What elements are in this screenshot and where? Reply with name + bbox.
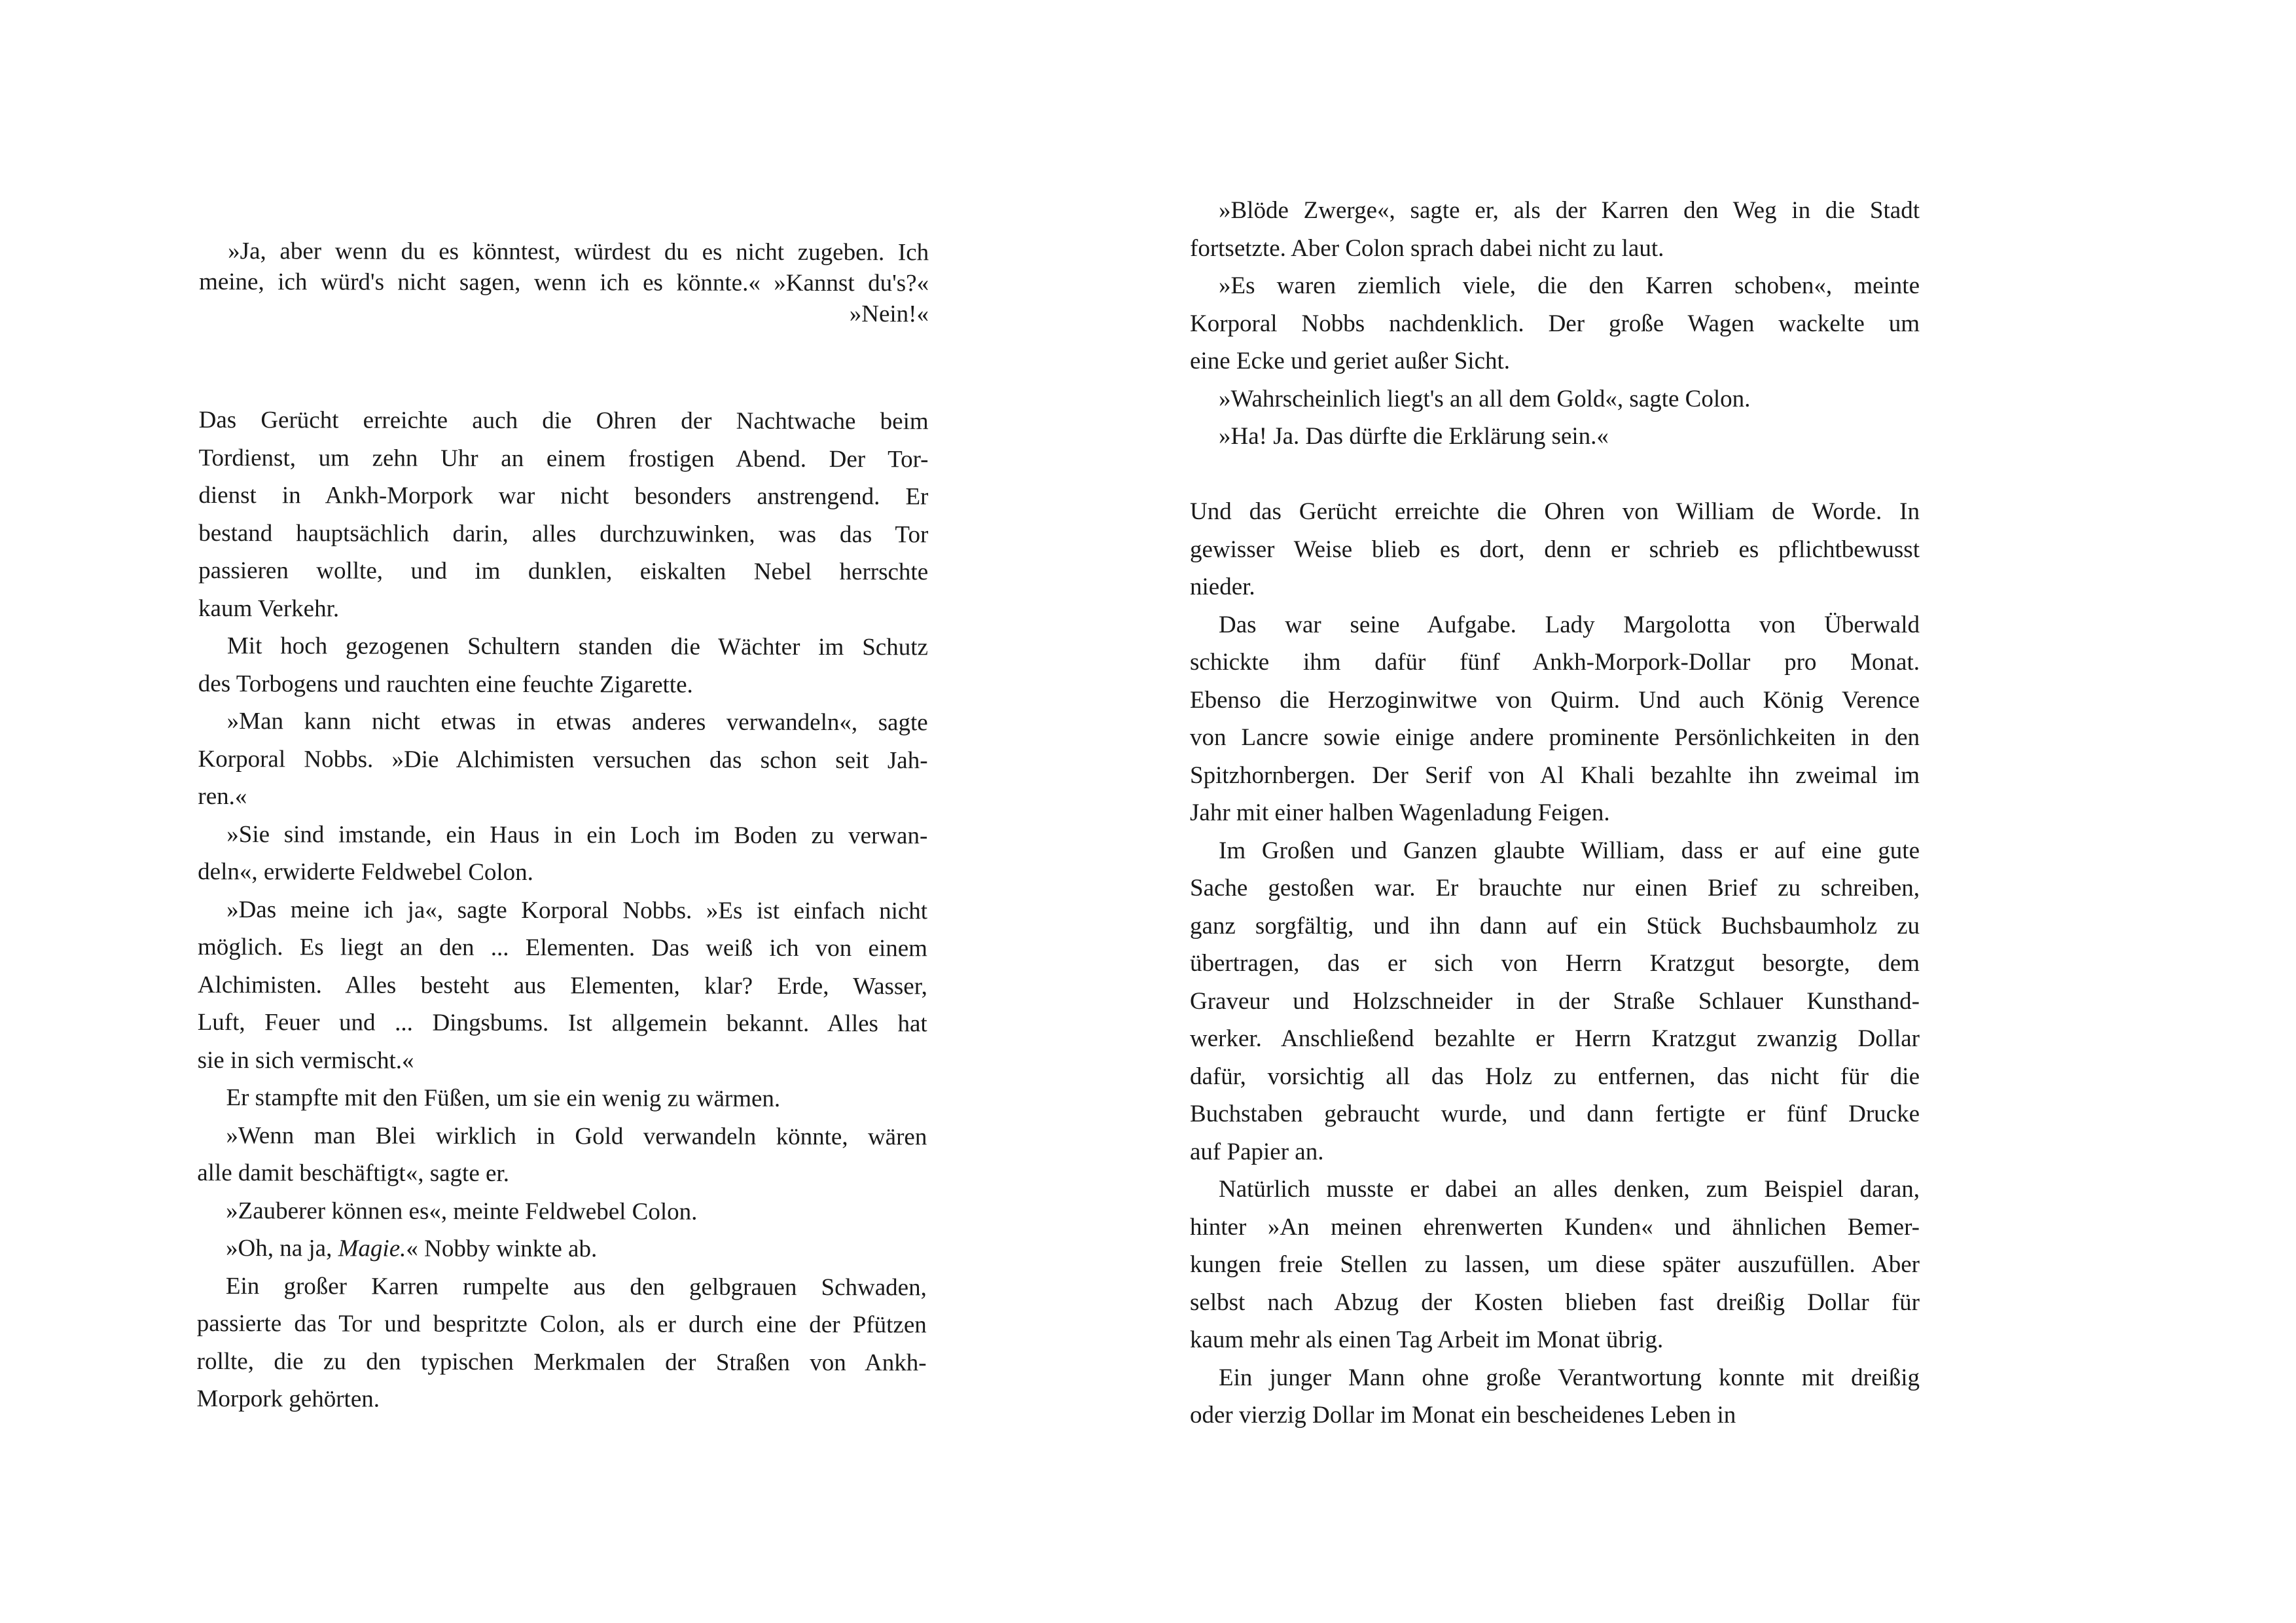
text-line: Natürlich musste er dabei an alles denken, zum Beispiel daran, — [1219, 1176, 1920, 1203]
text-line — [197, 1230, 927, 1269]
text-line: eine Ecke und geriet außer Sicht. — [1190, 348, 1511, 374]
paragraph — [198, 702, 927, 817]
text-line: Sache gestoßen war. Er brauchte nur einen Brief zu schreiben, — [1190, 875, 1920, 902]
text-line: »Man kann nicht etwas in etwas anderes verwandeln«, sagte — [226, 708, 928, 737]
paragraph — [1190, 418, 1920, 456]
paragraph — [1190, 832, 1920, 1171]
text-line: Und das Gerücht erreichte die Ohren von William de Worde. In — [1190, 498, 1920, 525]
text-line: oder vierzig Dollar im Monat ein bescheidenes Leben in — [1190, 1402, 1736, 1429]
text-line: auf Papier an. — [1190, 1138, 1324, 1165]
text-line: Er stampfte mit den Füßen, um sie ein wenig zu wärmen. — [226, 1084, 781, 1112]
text-line: Ein großer Karren rumpelte aus den gelbgrauen Schwaden, — [225, 1272, 927, 1301]
epigraph-line: »Nein!« — [849, 301, 929, 328]
paragraph — [198, 627, 928, 704]
text-line: dafür, vorsichtig all das Holz zu entfernen, das nicht für die — [1190, 1063, 1920, 1090]
text-line: gewisser Weise blieb es dort, denn er schrieb es pflichtbewusst — [1190, 536, 1920, 563]
epigraph — [199, 236, 929, 329]
text-line: passieren wollte, und im dunklen, eiskalten Nebel herrschte — [198, 556, 929, 586]
text-line: ganz sorgfältig, und ihn dann auf ein Stück Buchsbaumholz zu — [1190, 912, 1920, 939]
text-line: kungen freie Stellen zu lassen, um diese später auszufüllen. Aber — [1190, 1251, 1920, 1278]
text-line: hinter »An meinen ehrenwerten Kunden« und ähnlichen Bemer- — [1190, 1213, 1920, 1241]
text-line: »Wahrscheinlich liegt's an all dem Gold«, sagte Colon. — [1219, 385, 1751, 412]
text-line: »Es waren ziemlich viele, die den Karren schoben«, meinte — [1219, 272, 1920, 299]
text-line: »Sie sind imstande, ein Haus in ein Loch im Boden zu verwan- — [226, 820, 928, 849]
paragraph — [1190, 1171, 1920, 1359]
text-segment: »Oh, na ja, — [225, 1235, 338, 1262]
text-line: »Wenn man Blei wirklich in Gold verwandeln könnte, wären — [226, 1122, 927, 1150]
text-line: Im Großen und Ganzen glaubte William, dass er auf eine gute — [1219, 837, 1920, 864]
text-line: Spitzhornbergen. Der Serif von Al Khali bezahlte ihn zweimal im — [1190, 761, 1920, 789]
paragraph — [1190, 606, 1920, 832]
body-text — [196, 401, 928, 1419]
text-line: »Das meine ich ja«, sagte Korporal Nobbs. »Es ist einfach nicht — [226, 896, 928, 924]
text-line: Ebenso die Herzoginwitwe von Quirm. Und auch König Verence — [1190, 686, 1920, 714]
paragraph — [1190, 493, 1920, 606]
text-line: Das Gerücht erreichte auch die Ohren der Nachtwache beim — [198, 406, 929, 435]
text-line: alle damit beschäftigt«, sagte er. — [197, 1159, 510, 1187]
text-line: passierte das Tor und bespritzte Colon, als er durch eine der Pfützen — [196, 1309, 927, 1339]
text-line: selbst nach Abzug der Kosten blieben fast dreißig Dollar für — [1190, 1288, 1920, 1316]
text-line: kaum mehr als einen Tag Arbeit im Monat übrig. — [1190, 1326, 1664, 1353]
text-line: Alchimisten. Alles besteht aus Elementen, klar? Erde, Wasser, — [197, 971, 927, 1000]
text-line: übertragen, das er sich von Herrn Kratzgut besorgte, dem — [1190, 950, 1920, 977]
text-line: Morpork gehörten. — [196, 1385, 380, 1413]
text-line: Buchstaben gebraucht wurde, und dann fertigte er fünf Drucke — [1190, 1101, 1920, 1127]
text-line: »Zauberer können es«, meinte Feldwebel Colon. — [226, 1197, 698, 1226]
text-line: werker. Anschließend bezahlte er Herrn Kratzgut zwanzig Dollar — [1190, 1025, 1920, 1052]
text-segment: « Nobby winkte ab. — [406, 1235, 598, 1263]
text-line: »Ha! Ja. Das dürfte die Erklärung sein.« — [1219, 423, 1609, 450]
text-line: Graveur und Holzschneider in der Straße Schlauer Kunsthand- — [1190, 987, 1920, 1015]
paragraph — [1190, 267, 1920, 380]
paragraph — [1190, 380, 1920, 418]
text-line: Tordienst, um zehn Uhr an einem frostigen Abend. Der Tor- — [198, 444, 929, 473]
epigraph-line: meine, ich würd's nicht sagen, wenn ich es könnte.« »Kannst du's?« — [199, 268, 929, 297]
text-line: rollte, die zu den typischen Merkmalen der Straßen von Ankh- — [196, 1347, 927, 1376]
paragraph — [197, 1116, 927, 1193]
text-line: bestand hauptsächlich darin, alles durchzuwinken, was das Tor — [198, 519, 929, 548]
body-text — [1190, 192, 1920, 456]
text-line: dienst in Ankh-Morpork war nicht besonders anstrengend. Er — [198, 481, 929, 511]
italic-word: Magie. — [338, 1235, 406, 1262]
paragraph — [198, 890, 928, 1080]
body-text — [1190, 493, 1920, 1434]
paragraph — [196, 1267, 926, 1419]
text-line: deln«, erwiderte Feldwebel Colon. — [198, 858, 533, 886]
paragraph — [197, 1079, 927, 1118]
paragraph — [197, 1230, 927, 1269]
text-line: schickte ihm dafür fünf Ankh-Morpork-Dollar pro Monat. — [1190, 649, 1920, 676]
text-line: Ein junger Mann ohne große Verantwortung konnte mit dreißig — [1219, 1364, 1920, 1391]
paragraph — [1190, 192, 1920, 267]
text-line: Das war seine Aufgabe. Lady Margolotta von Überwald — [1219, 611, 1920, 638]
text-line: fortsetzte. Aber Colon sprach dabei nicht zu laut. — [1190, 234, 1664, 262]
text-line: Mit hoch gezogenen Schultern standen die Wächter im Schutz — [226, 632, 928, 661]
text-line: ren.« — [198, 782, 247, 811]
epigraph-line: »Ja, aber wenn du es könntest, würdest du es nicht zugeben. Ich — [228, 238, 929, 266]
paragraph — [1190, 1359, 1920, 1434]
text-line: Korporal Nobbs nachdenklich. Der große Wagen wackelte um — [1190, 310, 1920, 337]
text-line: kaum Verkehr. — [198, 594, 340, 622]
left-page — [196, 0, 929, 1413]
paragraph — [198, 401, 929, 629]
text-line: nieder. — [1190, 574, 1255, 600]
text-line: des Torbogens und rauchten eine feuchte Zigarette. — [198, 670, 693, 699]
paragraph — [198, 815, 927, 892]
paragraph — [197, 1192, 927, 1231]
text-line: Jahr mit einer halben Wagenladung Feigen. — [1190, 799, 1610, 826]
text-line: von Lancre sowie einige andere prominente Persönlichkeiten in den — [1190, 724, 1920, 751]
text-line: Luft, Feuer und ... Dingsbums. Ist allgemein bekannt. Alles hat — [197, 1008, 927, 1038]
text-line: sie in sich vermischt.« — [197, 1046, 414, 1074]
text-line: möglich. Es liegt an den ... Elementen. Das weiß ich von einem — [197, 933, 928, 962]
text-line: Korporal Nobbs. »Die Alchimisten versuchen das schon seit Jah- — [198, 745, 928, 774]
text-line: »Blöde Zwerge«, sagte er, als der Karren den Weg in die Stadt — [1219, 197, 1920, 224]
